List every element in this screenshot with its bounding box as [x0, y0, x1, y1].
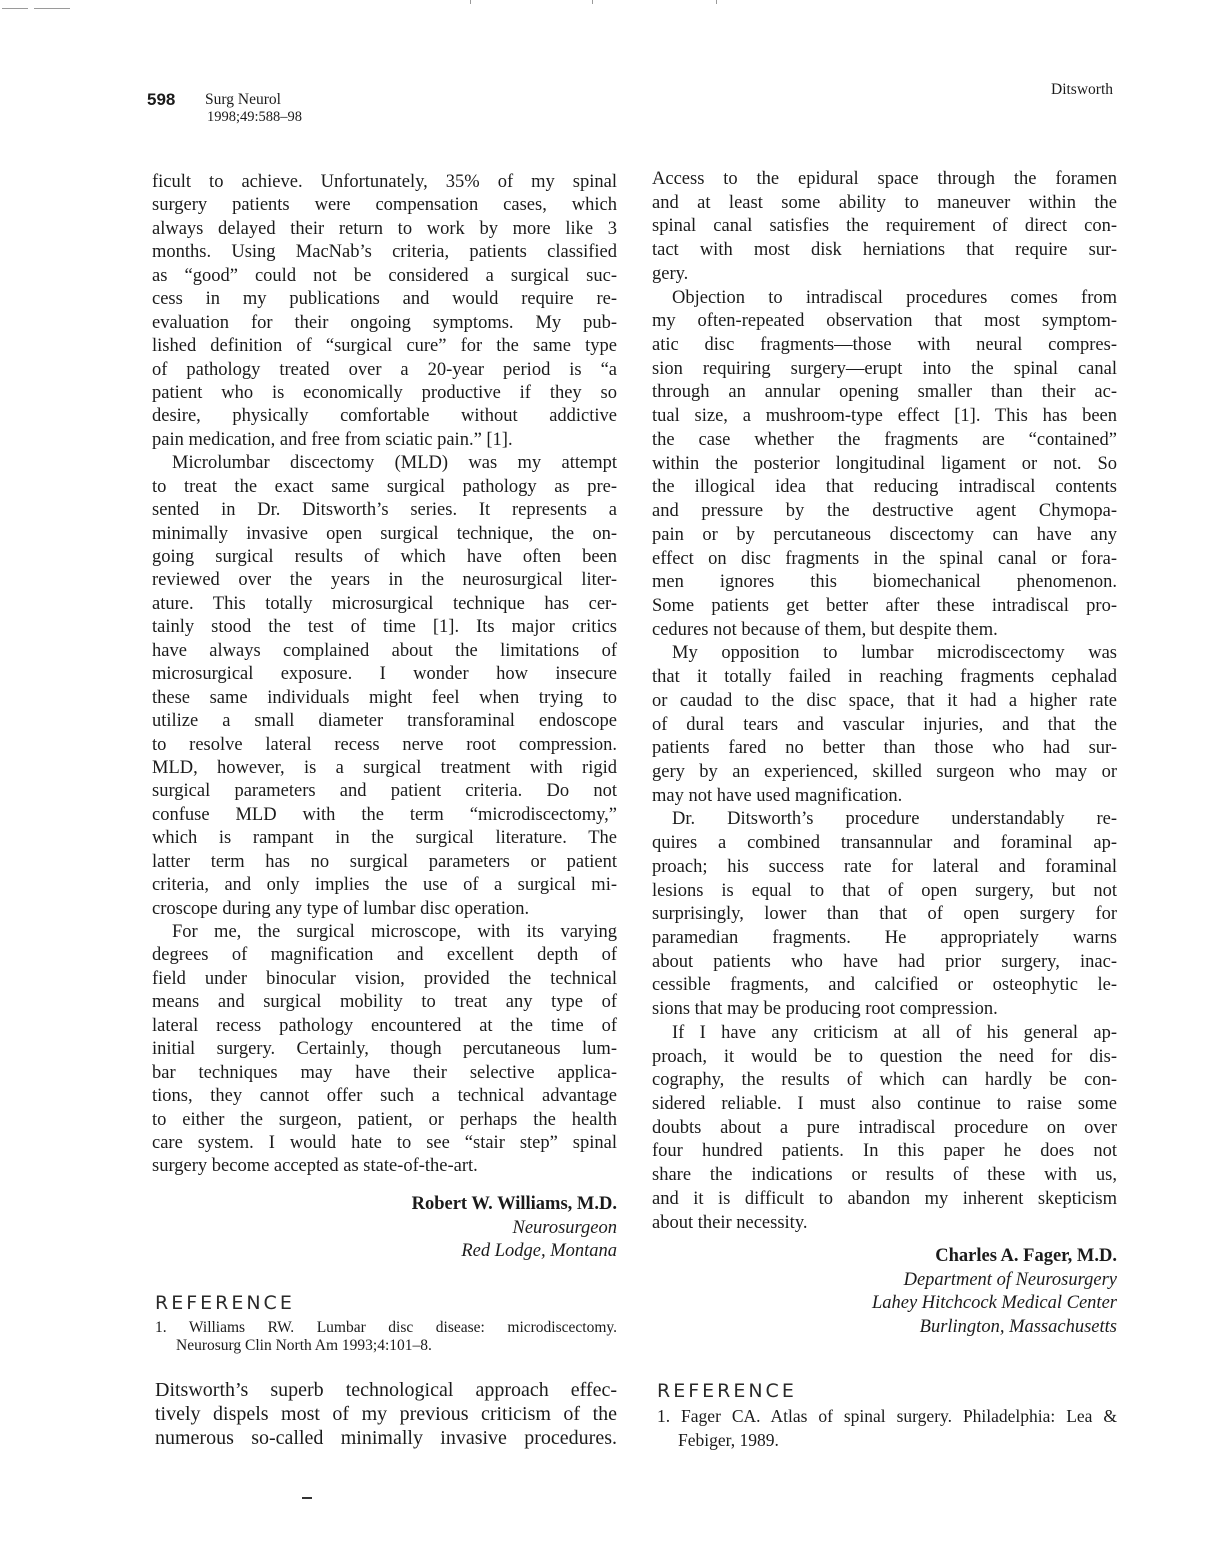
text-line: and pressure by the destructive agent Chymopa- — [652, 501, 1117, 522]
author-name: Charles A. Fager, M.D. — [935, 1246, 1117, 1266]
text-line: surgical parameters and patient criteria. Do not — [152, 781, 617, 802]
paragraph — [652, 642, 1117, 808]
text-line: latter term has no surgical parameters or patient — [152, 851, 617, 872]
text-line: microsurgical exposure. I wonder how insecure — [152, 664, 617, 685]
text-line: patient who is economically productive if they so — [152, 382, 617, 403]
text-line: cedures not because of them, but despite them. — [652, 619, 998, 640]
text-line: croscope during any type of lumbar disc operation. — [152, 898, 530, 919]
text-line: surgery become accepted as state-of-the-art. — [152, 1156, 478, 1177]
page-number: 598 — [147, 90, 176, 109]
paragraph — [652, 287, 1117, 643]
text-line: care system. I would hate to see “stair step” spinal — [152, 1132, 617, 1153]
text-line: gery. — [652, 263, 689, 284]
text-line: proach, it would be to question the need for dis- — [652, 1046, 1117, 1067]
author-title: Neurosurgeon — [512, 1217, 617, 1238]
text-line: pain medication, and free from sciatic pain.” [1]. — [152, 429, 513, 450]
text-line: as “good” could not be considered a surgical suc- — [152, 265, 617, 286]
text-line: Microlumbar discectomy (MLD) was my attempt — [172, 453, 617, 474]
text-line: months. Using MacNab’s criteria, patients classified — [152, 242, 617, 263]
text-line: through an annular opening smaller than their ac- — [652, 382, 1117, 403]
text-line: of pathology treated over a 20-year period is “a — [152, 359, 617, 380]
scan-mark — [592, 0, 593, 4]
text-line: Objection to intradiscal procedures comes from — [672, 287, 1117, 308]
text-line: within the posterior longitudinal ligament or not. So — [652, 453, 1117, 474]
author-location: Burlington, Massachusetts — [919, 1316, 1117, 1337]
text-line: share the indications or results of these with us, — [652, 1165, 1117, 1186]
text-line: numerous so-called minimally invasive procedures. — [155, 1427, 617, 1449]
text-line: sidered reliable. I must also continue to raise some — [652, 1094, 1117, 1115]
running-head: Ditsworth — [1051, 81, 1113, 98]
text-line: Access to the epidural space through the foramen — [652, 169, 1117, 189]
text-line: sion requiring surgery—erupt into the spinal canal — [652, 358, 1117, 379]
text-line: have always complained about the limitations of — [152, 640, 617, 661]
text-line: my often-repeated observation that most symptom- — [652, 311, 1117, 332]
scan-mark — [716, 0, 717, 4]
text-line: to either the surgeon, patient, or perhaps the health — [152, 1109, 617, 1130]
paragraph — [652, 1022, 1117, 1235]
text-line: cessible fragments, and calcified or osteophytic le- — [652, 975, 1117, 996]
text-line: desire, physically comfortable without addictive — [152, 406, 617, 427]
text-line: If I have any criticism at all of his general ap- — [672, 1022, 1117, 1043]
reference-heading: REFERENCE — [155, 1292, 295, 1314]
text-line: lateral recess pathology encountered at the time of — [152, 1015, 617, 1036]
text-line: reviewed over the years in the neurosurgical liter- — [152, 570, 617, 591]
text-line: going surgical results of which have often been — [152, 547, 617, 567]
left-column — [152, 171, 617, 1179]
text-line: four hundred patients. In this paper he does not — [652, 1141, 1117, 1162]
text-line: cess in my publications and would require re- — [152, 289, 617, 310]
next-commentary — [155, 1378, 617, 1450]
text-line: For me, the surgical microscope, with its varying — [172, 922, 617, 942]
scan-mark — [302, 1497, 312, 1499]
reference-list — [155, 1319, 617, 1355]
text-line: confuse MLD with the term “microdiscectomy,” — [152, 804, 617, 825]
text-line: pain or by percutaneous discectomy can have any — [652, 524, 1117, 545]
text-line: ficult to achieve. Unfortunately, 35% of my spinal — [152, 172, 617, 192]
text-line: sented in Dr. Ditsworth’s series. It represents a — [152, 500, 617, 521]
text-line: which is rampant in the surgical literature. The — [152, 828, 617, 849]
text-line: degrees of magnification and excellent depth of — [152, 945, 617, 966]
text-line: the illogical idea that reducing intradiscal contents — [652, 477, 1117, 498]
text-line: means and surgical mobility to treat any type of — [152, 992, 617, 1013]
right-column — [652, 168, 1117, 1235]
text-line: My opposition to lumbar microdiscectomy was — [672, 643, 1117, 664]
text-line: gery by an experienced, skilled surgeon who may or — [652, 761, 1117, 782]
text-line: minimally invasive open surgical technique, the on- — [152, 523, 617, 544]
text-line: Some patients get better after these intradiscal pro- — [652, 595, 1117, 616]
text-line: about their necessity. — [652, 1212, 808, 1233]
text-line: these same individuals might feel when trying to — [152, 687, 617, 708]
text-line: of dural tears and vascular injuries, and that the — [652, 714, 1117, 735]
scan-mark — [34, 8, 70, 9]
text-line: about patients who have had prior surgery, inac- — [652, 951, 1117, 972]
text-line: patients fared no better than those who had sur- — [652, 738, 1117, 759]
text-line: Dr. Ditsworth’s procedure understandably re- — [672, 809, 1117, 830]
text-line: tively dispels most of my previous criticism of the — [155, 1403, 617, 1425]
right-signature — [652, 1245, 1117, 1339]
text-line: always delayed their return to work by more like 3 — [152, 218, 617, 239]
text-line: tact with most disk herniations that require sur- — [652, 240, 1117, 261]
text-line: doubts about a pure intradiscal procedure on over — [652, 1117, 1117, 1138]
text-line: tual size, a mushroom-type effect [1]. This has been — [652, 406, 1117, 427]
text-line: and at least some ability to maneuver within the — [652, 192, 1117, 213]
paragraph — [652, 168, 1117, 287]
scan-mark — [2, 8, 28, 9]
author-affiliation: Lahey Hitchcock Medical Center — [871, 1293, 1117, 1313]
author-name: Robert W. Williams, M.D. — [411, 1194, 617, 1214]
paragraph — [152, 452, 617, 921]
text-line: tainly stood the test of time [1]. Its major critics — [152, 617, 617, 638]
reference-list — [657, 1404, 1117, 1452]
text-line: Ditsworth’s superb technological approach effec- — [155, 1379, 617, 1401]
text-line: proach; his success rate for lateral and foraminal — [652, 856, 1117, 877]
text-line: evaluation for their ongoing symptoms. My pub- — [152, 312, 617, 333]
left-signature — [152, 1193, 617, 1264]
text-line: initial surgery. Certainly, though percutaneous lum- — [152, 1039, 617, 1060]
reference-item: 1. Williams RW. Lumbar disc disease: microdiscectomy. — [155, 1319, 617, 1336]
text-line: quires a combined transannular and foraminal ap- — [652, 833, 1117, 854]
text-line: may not have used magnification. — [652, 785, 903, 806]
text-line: surgery patients were compensation cases, which — [152, 195, 617, 216]
text-line: lished definition of “surgical cure” for the same type — [152, 336, 617, 357]
text-line: or caudad to the disc space, that it had a higher rate — [652, 690, 1117, 711]
author-affiliation: Department of Neurosurgery — [903, 1269, 1117, 1290]
author-location: Red Lodge, Montana — [461, 1241, 617, 1261]
text-line: the case whether the fragments are “contained” — [652, 429, 1117, 450]
text-line: to resolve lateral recess nerve root compression. — [152, 734, 617, 755]
reference-item: 1. Fager CA. Atlas of spinal surgery. Philadelphia: Lea & — [657, 1406, 1117, 1426]
scan-mark — [470, 0, 471, 4]
text-line: lesions is equal to that of open surgery, but not — [652, 880, 1117, 901]
text-line: utilize a small diameter transforaminal endoscope — [152, 711, 617, 732]
text-line: to treat the exact same surgical pathology as pre- — [152, 476, 617, 497]
text-line: effect on disc fragments in the spinal canal or fora- — [652, 548, 1117, 569]
text-line: ature. This totally microsurgical technique has cer- — [152, 593, 617, 614]
text-line: field under binocular vision, provided the technical — [152, 968, 617, 989]
reference-item-continued: Neurosurg Clin North Am 1993;4:101–8. — [176, 1337, 432, 1354]
reference-heading: REFERENCE — [657, 1380, 797, 1402]
paragraph — [152, 921, 617, 1179]
journal-name: Surg Neurol — [205, 91, 281, 108]
paragraph — [652, 808, 1117, 1021]
text-line: cography, the results of which can hardly be con- — [652, 1070, 1117, 1091]
paragraph — [152, 171, 617, 452]
reference-item-continued: Febiger, 1989. — [678, 1430, 779, 1450]
text-line: spinal canal satisfies the requirement of direct con- — [652, 216, 1117, 237]
text-line: men ignores this biomechanical phenomenon. — [652, 572, 1117, 593]
text-line: criteria, and only implies the use of a surgical mi- — [152, 875, 617, 896]
text-line: sions that may be producing root compression. — [652, 999, 998, 1020]
text-line: bar techniques may have their selective applica- — [152, 1062, 617, 1083]
text-line: surprisingly, lower than that of open surgery for — [652, 904, 1117, 925]
journal-citation: 1998;49:588–98 — [207, 109, 303, 125]
text-line: that it totally failed in reaching fragments cephalad — [652, 667, 1117, 688]
text-line: atic disc fragments—those with neural compres- — [652, 335, 1117, 356]
text-line: and it is difficult to abandon my inherent skepticism — [652, 1188, 1117, 1209]
text-line: tions, they cannot offer such a technical advantage — [152, 1086, 617, 1107]
text-line: paramedian fragments. He appropriately warns — [652, 928, 1117, 948]
text-line: MLD, however, is a surgical treatment with rigid — [152, 757, 617, 778]
